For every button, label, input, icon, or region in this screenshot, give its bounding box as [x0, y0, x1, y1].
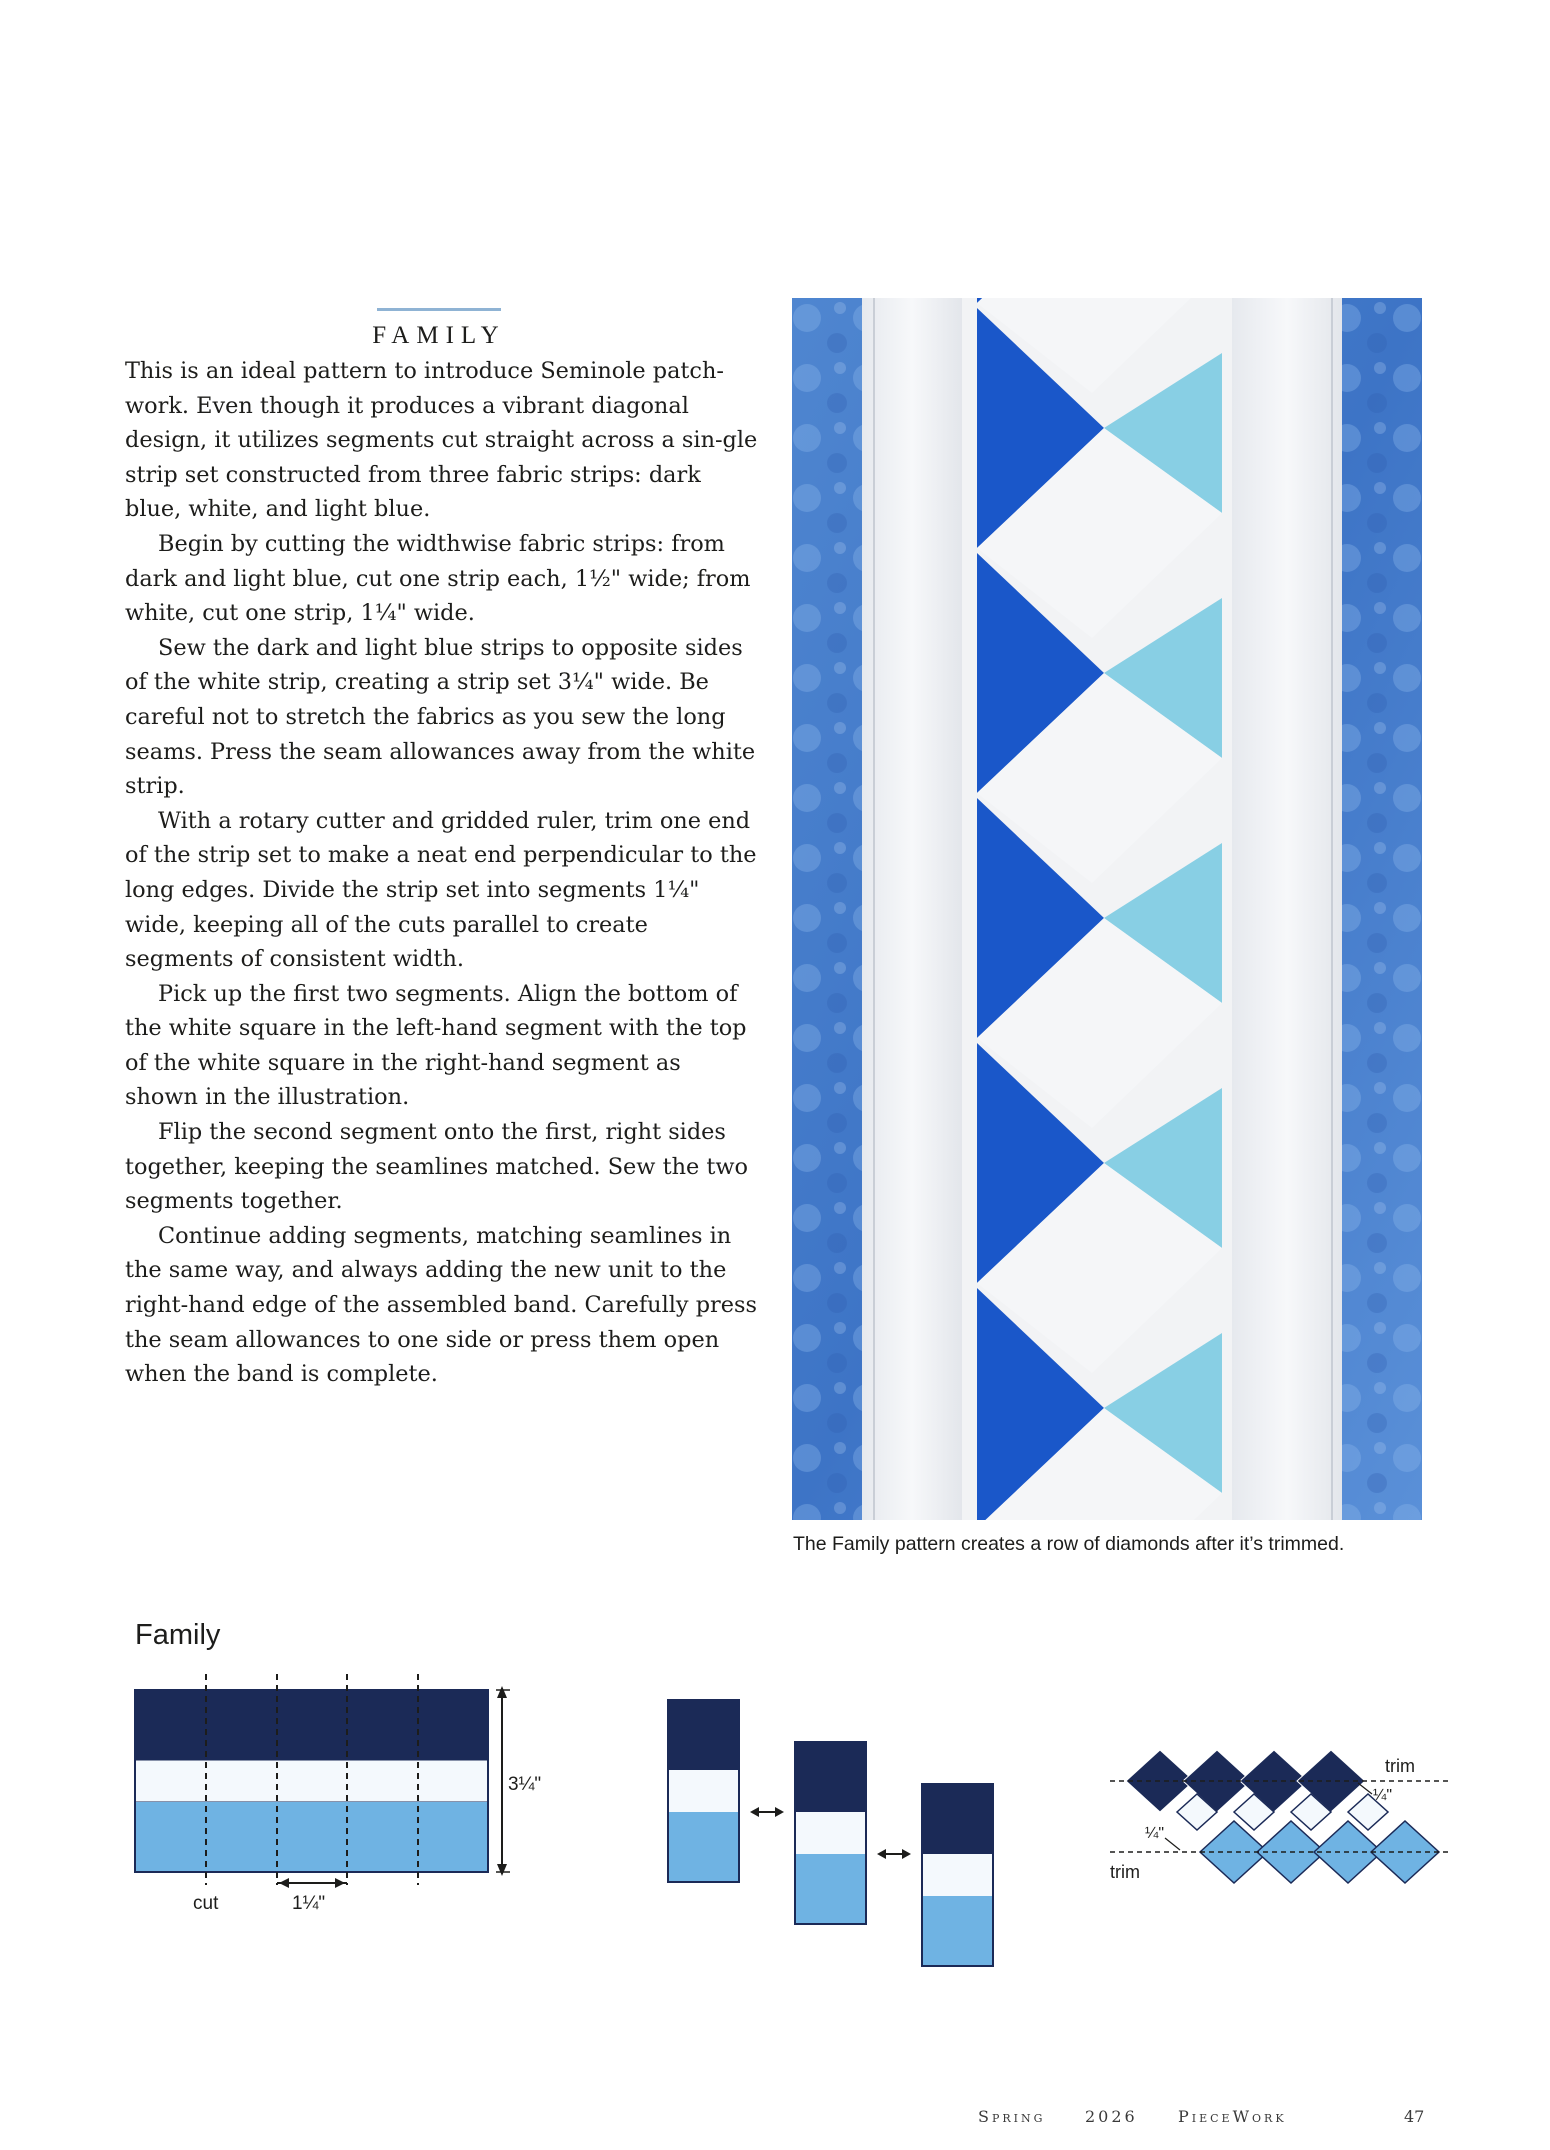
align-arrow	[877, 1849, 911, 1859]
strip-set	[135, 1674, 541, 1914]
paragraph-2: Begin by cutting the widthwise fabric strips: from dark and light blue, cut one strip each, 1½" wide; from white, cut one strip, 1¼" wide.	[125, 530, 751, 627]
trim-label: trim	[1385, 1756, 1415, 1776]
offset-segments	[668, 1700, 993, 1966]
right-white-border	[1232, 298, 1342, 1520]
trim-allowance-label: ¼"	[1145, 1825, 1165, 1842]
strip-height-label: 3¼"	[508, 1774, 542, 1795]
photo-caption: The Family pattern creates a row of diamonds after it’s trimmed.	[793, 1533, 1345, 1555]
paragraph-5: Pick up the first two segments. Align the bottom of the white square in the left-hand segment with the top of the white square in the right-hand segment as shown in the illustration.	[125, 980, 747, 1111]
segment-3	[922, 1784, 993, 1966]
assembled-band	[1110, 1750, 1452, 1883]
family-diagram	[0, 1660, 1550, 2000]
segment-2	[795, 1742, 866, 1924]
article-body	[125, 354, 760, 1392]
paragraph-6: Flip the second segment onto the first, right sides together, keeping the seamlines matched. Sew the two segments together.	[125, 1119, 749, 1215]
left-white-border	[862, 298, 962, 1520]
trim-allowance-label: ¼"	[1373, 1787, 1393, 1804]
page-number: 47	[1404, 2107, 1425, 2126]
cut-label: cut	[193, 1893, 219, 1914]
paragraph-1: This is an ideal pattern to introduce Seminole patch-work. Even though it produces a vibrant diagonal design, it utilizes segments cut straight across a sin-gle strip set constructed from three fabric strips: dark blue, white, and light blue.	[125, 358, 758, 523]
segment-width-label: 1¼"	[292, 1893, 326, 1914]
trim-label: trim	[1110, 1862, 1140, 1882]
footer-magazine: PieceWork	[1178, 2107, 1287, 2126]
diagram-title: Family	[135, 1619, 221, 1651]
section-heading: FAMILY	[372, 322, 506, 349]
strip-light-blue	[135, 1802, 488, 1872]
footer-season: Spring	[978, 2107, 1046, 2126]
heading-rule	[377, 308, 501, 311]
align-arrow	[750, 1807, 784, 1817]
paragraph-4: With a rotary cutter and gridded ruler, trim one end of the strip set to make a neat end perpendicular to the long edges. Divide the strip set into segments 1¼" wide, keeping all of the cuts parallel to create segments of consistent width.	[125, 807, 757, 973]
segment-1	[668, 1700, 739, 1882]
patchwork-photo	[792, 298, 1422, 1520]
strip-white	[135, 1760, 488, 1802]
strip-dark-blue	[135, 1690, 488, 1760]
paragraph-3: Sew the dark and light blue strips to opposite sides of the white strip, creating a strip set 3¼" wide. Be careful not to stretch the fabrics as you sew the long seams. Press the seam allowances away from the white strip.	[125, 634, 756, 800]
footer-year: 2026	[1085, 2107, 1138, 2126]
paragraph-7: Continue adding segments, matching seamlines in the same way, and always adding the new unit to the right-hand edge of the assembled band. Carefully press the seam allowances to one side or press them open when the band is complete.	[125, 1222, 757, 1388]
